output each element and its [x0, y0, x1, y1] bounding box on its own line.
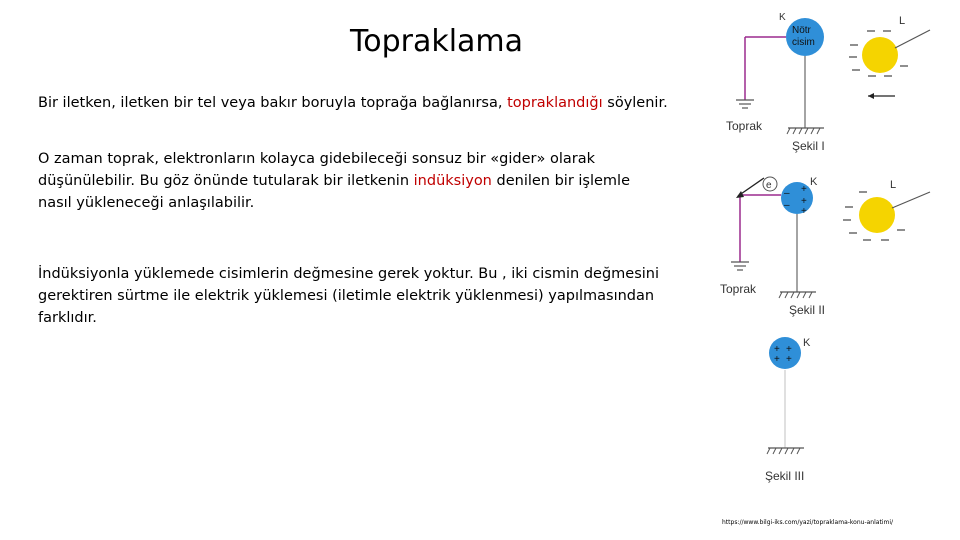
p2-highlight: indüksiyon — [413, 173, 492, 189]
p2-text-end: denilen bir işlemle nasıl yükleneceği anlaşılabilir. — [38, 173, 631, 211]
fig1-charged-rod-l — [862, 37, 898, 73]
svg-text:+: + — [786, 344, 792, 355]
svg-text:–: – — [784, 188, 790, 199]
svg-text:+: + — [774, 354, 780, 365]
fig1-caption: Şekil I — [792, 139, 825, 153]
paragraph-grounding — [38, 92, 678, 114]
svg-text:+: + — [786, 354, 792, 365]
p2-text: O zaman toprak, elektronların kolayca gidebileceği sonsuz bir «gider» olarak düşünülebilir. Bu göz önünde tutularak bir iletkenin — [38, 151, 595, 189]
p1-text-end: söylenir. — [602, 95, 668, 111]
figure-1 — [726, 12, 930, 153]
svg-text:+: + — [801, 206, 807, 217]
grounding-figure — [715, 0, 960, 500]
fig1-k-label: K — [779, 12, 786, 23]
fig2-caption: Şekil II — [789, 303, 826, 317]
fig3-caption: Şekil III — [765, 469, 805, 483]
paragraph-induction — [38, 148, 648, 214]
fig2-charged-rod-l — [859, 197, 895, 233]
page-title: Topraklama — [350, 24, 524, 59]
fig3-k-label: K — [803, 337, 811, 349]
source-link[interactable]: https://www.bilgi-iks.com/yazi/topraklama-konu-anlatimi/ — [722, 519, 894, 526]
paragraph-contact: İndüksiyonla yüklemede cisimlerin değmesine gerek yoktur. Bu , iki cismin değmesini gerektiren sürtme ile elektrik yüklemesi (iletimle elektrik yüklenmesi) yapılmasından farklıdır. — [38, 266, 660, 326]
fig2-toprak-label: Toprak — [720, 282, 757, 296]
fig2-electron-label: e — [766, 180, 772, 191]
fig1-arrow-icon — [868, 93, 874, 99]
p1-text: Bir iletken, iletken bir tel veya bakır boruyla toprağa bağlanırsa, — [38, 95, 508, 111]
p1-highlight: topraklandığı — [507, 95, 603, 111]
fig2-k-label: K — [810, 176, 818, 188]
fig1-toprak-label: Toprak — [726, 119, 763, 133]
svg-text:–: – — [784, 200, 790, 211]
fig2-l-label: L — [890, 179, 897, 191]
fig1-cisim-label: cisim — [792, 37, 815, 48]
fig1-notr-label: Nötr — [792, 25, 811, 36]
figure-2 — [720, 176, 930, 317]
svg-text:+: + — [801, 184, 807, 195]
fig1-l-label: L — [899, 15, 906, 27]
svg-text:+: + — [801, 196, 807, 207]
figure-3 — [765, 337, 811, 483]
svg-text:+: + — [774, 344, 780, 355]
